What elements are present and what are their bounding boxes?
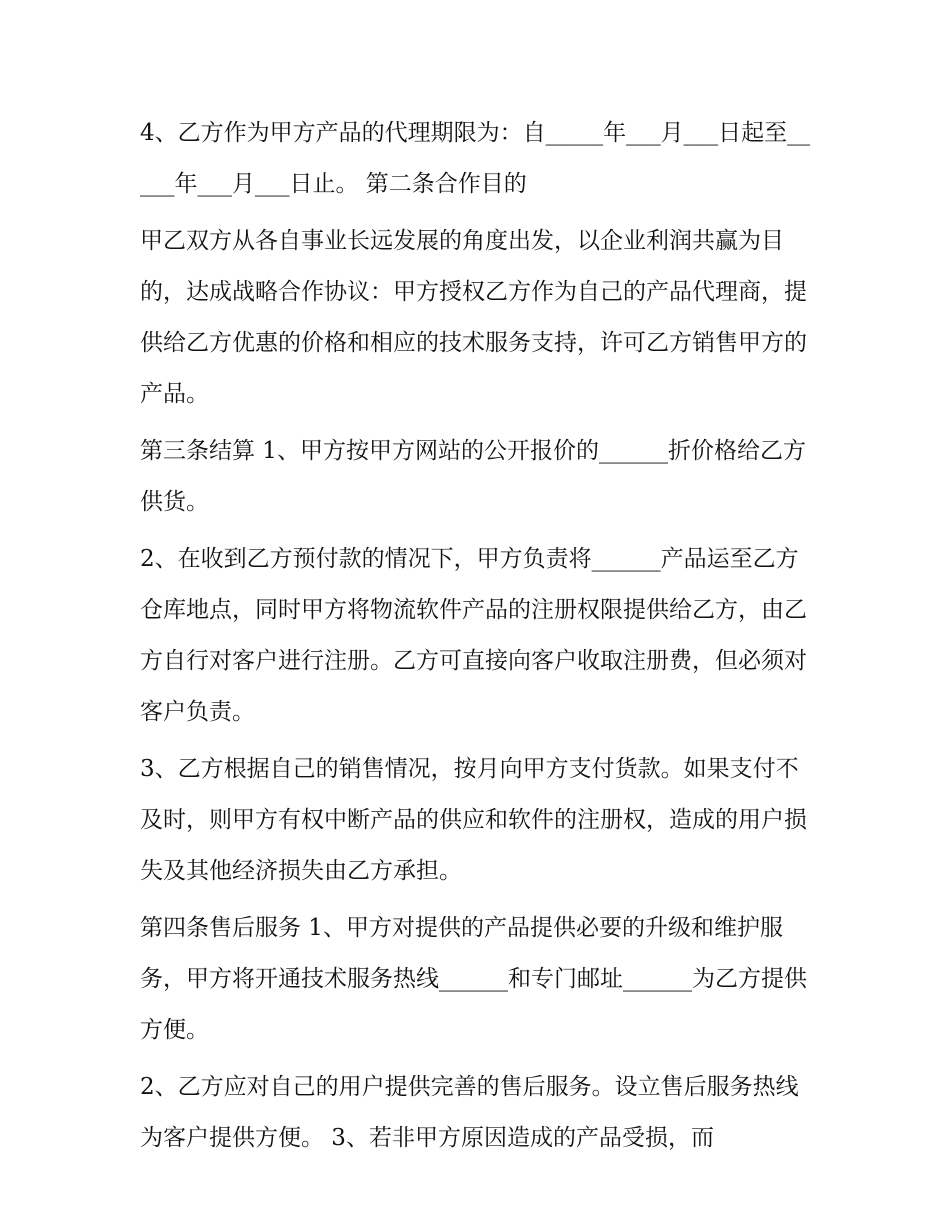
paragraph-settlement-1: 第三条结算 1、甲方按甲方网站的公开报价的______折价格给乙方供货。: [140, 438, 806, 515]
paragraph-cooperation-purpose: 甲乙双方从各自事业长远发展的角度出发，以企业利润共赢为目的，达成战略合作协议：甲方授权乙方作为自己的产品代理商，提供给乙方优惠的价格和相应的技术服务支持，许可乙方销售甲方的产品。: [140, 228, 807, 407]
paragraph-settlement-2: 2、在收到乙方预付款的情况下，甲方负责将______产品运至乙方仓库地点，同时甲方将物流软件产品的注册权限提供给乙方，由乙方自行对客户进行注册。乙方可直接向客户收取注册费，但必须对客户负责。: [140, 546, 807, 725]
paragraph-settlement-3: 3、乙方根据自己的销售情况，按月向甲方支付货款。如果支付不及时，则甲方有权中断产品的供应和软件的注册权，造成的用户损失及其他经济损失由乙方承担。: [140, 756, 807, 884]
paragraph-agency-term: 4、乙方作为甲方产品的代理期限为：自_____年___月___日起至_____年___月___日止。 第二条合作目的: [140, 120, 811, 197]
document-page: [140, 108, 820, 1170]
paragraph-after-sales-2: 2、乙方应对自己的用户提供完善的售后服务。设立售后服务热线为客户提供方便。 3、若非甲方原因造成的产品受损，而: [140, 1074, 799, 1151]
paragraph-after-sales-1: 第四条售后服务 1、甲方对提供的产品提供必要的升级和维护服务，甲方将开通技术服务热线______和专门邮址______为乙方提供方便。: [140, 915, 807, 1043]
